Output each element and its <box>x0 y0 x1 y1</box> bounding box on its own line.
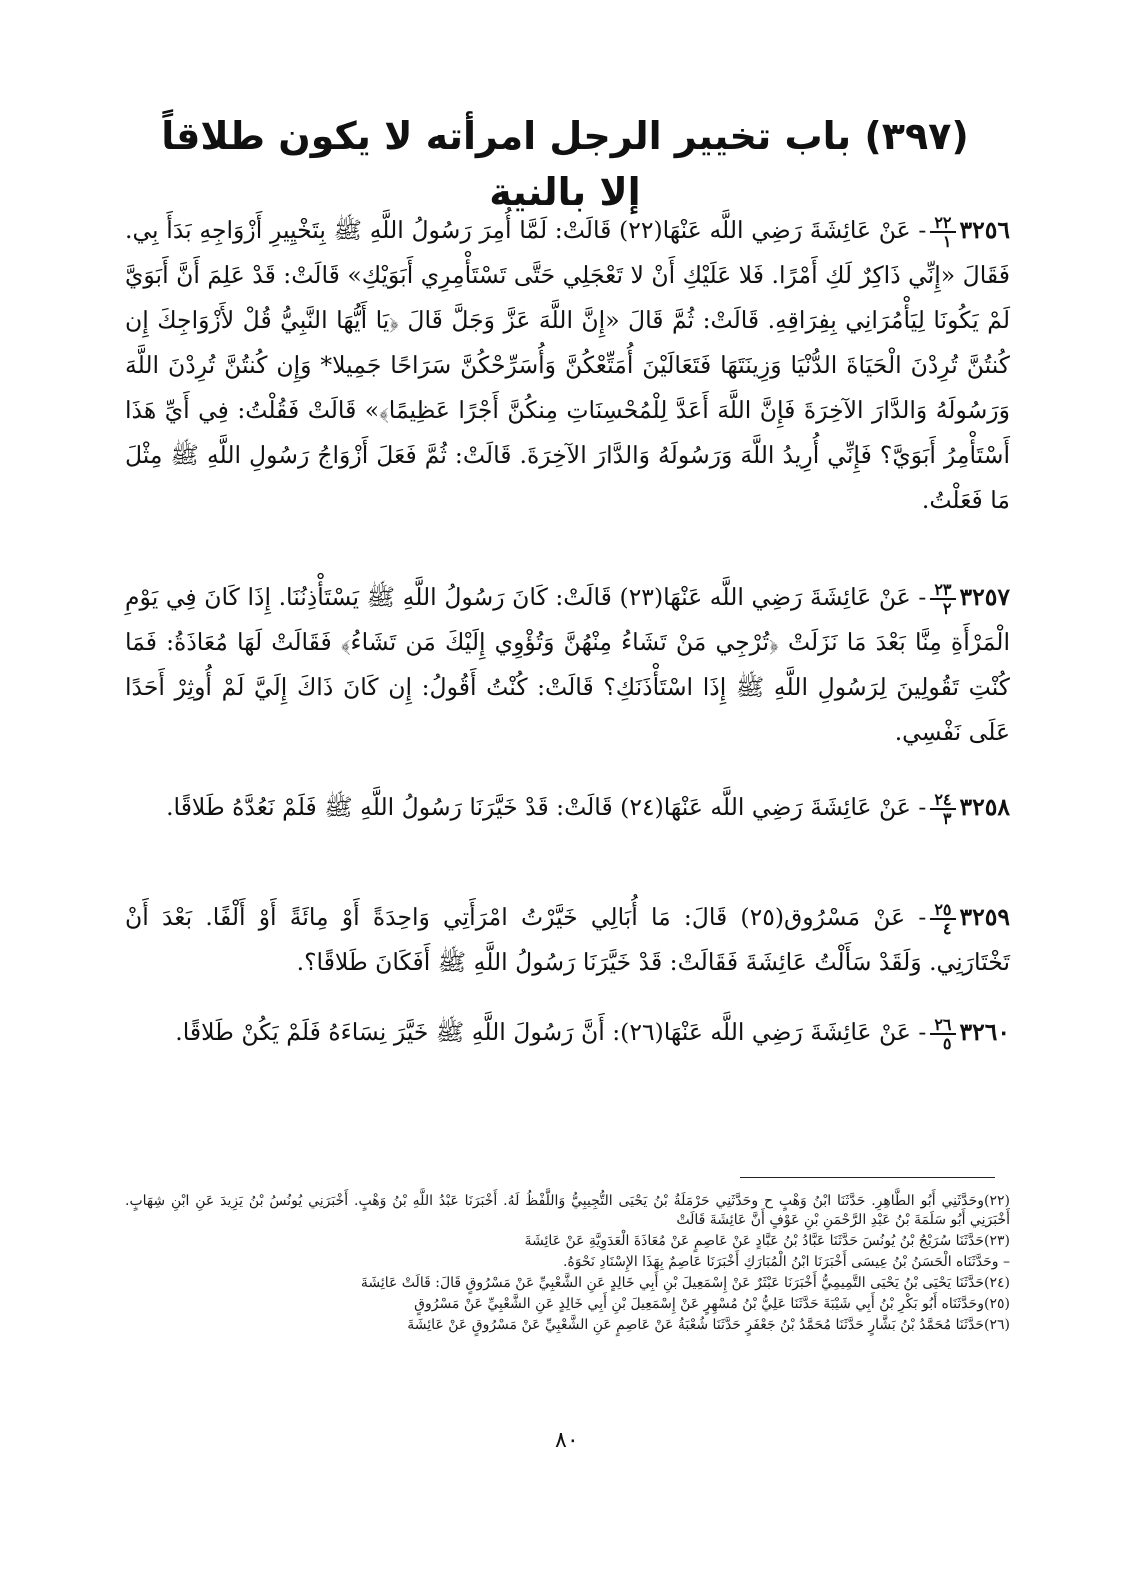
hadith-3259 <box>125 895 1010 985</box>
hadith-number: ٣٢٥٨ <box>959 793 1010 821</box>
footnote-26: (٢٦)حَدَّثَنَا مُحَمَّدُ بْنُ بَشَّارٍ حَدَّثَنَا مُحَمَّدُ بْنُ جَعْفَرٍ حَدَّثَنَا شُعْبَةُ عَنْ عَاصِمٍ عَنِ الشَّعْبِيِّ عَنْ مَسْرُوقٍ عَنْ عَائِشَةَ <box>407 1317 1010 1333</box>
reference-numerator: ٢٤ <box>930 791 955 810</box>
hadith-number: ٣٢٥٧ <box>959 583 1010 611</box>
hadith-3256 <box>125 208 1010 523</box>
reference-denominator: ٣ <box>942 808 952 828</box>
hadith-text: - عَنْ مَسْرُوق(٢٥) قَالَ: مَا أُبَالِي خَيَّرْتُ امْرَأَتِي وَاحِدَةً أَوْ مِائَةً أَوْ أَلْفًا. بَعْدَ أَنْ تَخْتَارَنِي. وَلَقَدْ سَأَلْتُ عَائِشَةَ فَقَالَتْ: قَدْ خَيَّرَنَا رَسُولُ اللَّهِ ﷺ أَفَكَانَ طَلاقًا؟. <box>125 903 1010 976</box>
chapter-title: (٣٩٧) باب تخيير الرجل امرأته لا يكون طلاقاً إلا بالنية <box>161 114 969 214</box>
footnotes <box>125 1192 1010 1337</box>
hadith-reference <box>930 1016 955 1052</box>
hadith-number: ٣٢٥٩ <box>959 903 1010 931</box>
hadith-text: - عَنْ عَائِشَةَ رَضِي اللَّه عَنْهَا(٢٦): أَنَّ رَسُولَ اللَّهِ ﷺ خَيَّرَ نِسَاءَهُ فَلَمْ يَكُنْ طَلاقًا. <box>175 1018 927 1046</box>
hadith-number: ٣٢٥٦ <box>959 216 1011 244</box>
reference-denominator: ٥ <box>942 1033 952 1053</box>
hadith-text: - عَنْ عَائِشَةَ رَضِي اللَّه عَنْهَا(٢٢) قَالَتْ: لَمَّا أُمِرَ رَسُولُ اللَّهِ ﷺ بِتَخْيِيرِ أَزْوَاجِهِ بَدَأَ بِي. فَقَالَ «إِنِّي ذَاكِرٌ لَكِ أَمْرًا. فَلا عَلَيْكِ أَنْ لا تَعْجَلِي حَتَّى تَسْتَأْمِرِي أَبَوَيْكِ» قَالَتْ: قَدْ عَلِمَ أَنَّ أَبَوَيَّ لَمْ يَكُونَا لِيَأْمُرَانِي بِفِرَاقِهِ. قَالَتْ: ثُمَّ قَالَ «إِنَّ اللَّهَ عَزَّ وَجَلَّ قَالَ ﴿يَا أَيُّهَا النَّبِيُّ قُلْ لأَزْوَاجِكَ إِن كُنتُنَّ تُرِدْنَ الْحَيَاةَ الدُّنْيَا وَزِينَتَهَا فَتَعَالَيْنَ أُمَتِّعْكُنَّ وَأُسَرِّحْكُنَّ سَرَاحًا جَمِيلا* وَإِن كُنتُنَّ تُرِدْنَ اللَّهَ وَرَسُولَهُ وَالدَّارَ الآخِرَةَ فَإِنَّ اللَّهَ أَعَدَّ لِلْمُحْسِنَاتِ مِنكُنَّ أَجْرًا عَظِيمًا﴾» قَالَتْ فَقُلْتُ: فِي أَيِّ هَذَا أَسْتَأْمِرُ أَبَوَيَّ؟ فَإِنِّي أُرِيدُ اللَّهَ وَرَسُولَهُ وَالدَّارَ الآخِرَةَ. قَالَتْ: ثُمَّ فَعَلَ أَزْوَاجُ رَسُولِ اللَّهِ ﷺ مِثْلَ مَا فَعَلْتُ. <box>125 216 1010 514</box>
page-number: ٨٠ <box>555 1428 579 1453</box>
hadith-reference <box>930 214 955 250</box>
hadith-text: - عَنْ عَائِشَةَ رَضِي اللَّه عَنْهَا(٢٣) قَالَتْ: كَانَ رَسُولُ اللَّهِ ﷺ يَسْتَأْذِنُنَا. إِذَا كَانَ فِي يَوْمِ الْمَرْأَةِ مِنَّا بَعْدَ مَا نَزَلَتْ ﴿تُرْجِي مَنْ تَشَاءُ مِنْهُنَّ وَتُؤْوِي إِلَيْكَ مَن تَشَاءُ﴾ فَقَالَتْ لَهَا مُعَاذَةُ: فَمَا كُنْتِ تَقُولِينَ لِرَسُولِ اللَّهِ ﷺ إِذَا اسْتَأْذَنَكِ؟ قَالَتْ: كُنْتُ أَقُولُ: إِن كَانَ ذَاكَ إِلَيَّ لَمْ أُوثِرْ أَحَدًا عَلَى نَفْسِي. <box>125 583 1010 746</box>
footnote-25: (٢٥)وحَدَّثَنَاه أَبُو بَكْرِ بْنُ أَبِي شَيْبَةَ حَدَّثَنَا عَلِيُّ بْنُ مُسْهِرٍ عَنْ إِسْمَعِيلَ بْنِ أَبِي خَالِدٍ عَنِ الشَّعْبِيِّ عَنْ مَسْرُوقٍ <box>414 1296 1010 1312</box>
reference-denominator: ١ <box>942 231 952 251</box>
footnote-separator <box>740 1177 995 1178</box>
reference-denominator: ٤ <box>942 918 952 938</box>
hadith-number: ٣٢٦٠ <box>959 1018 1010 1046</box>
hadith-3257 <box>125 575 1010 755</box>
hadith-reference <box>930 901 955 937</box>
hadith-reference <box>930 791 955 827</box>
footnote-24: (٢٤)حَدَّثَنَا يَحْيَى بْنُ يَحْيَى التَّمِيمِيُّ أَخْبَرَنَا عَبْثَرٌ عَنْ إِسْمَعِيلَ بْنِ أَبِي خَالِدٍ عَنِ الشَّعْبِيِّ عَنْ مَسْرُوقٍ قَالَ: قَالَتْ عَائِشَةَ <box>360 1275 1010 1291</box>
footnote-23: (٢٣)حَدَّثَنَا سُرَيْجُ بْنُ يُونُسَ حَدَّثَنَا عَبَّادُ بْنُ عَبَّادٍ عَنْ عَاصِمٍ عَنْ مُعَاذَةَ الْعَدَوِيَّةِ عَنْ عَائِشَةَ <box>524 1233 1010 1249</box>
hadith-3260 <box>125 1010 1010 1055</box>
reference-numerator: ٢٦ <box>930 1016 955 1035</box>
reference-numerator: ٢٣ <box>930 581 955 600</box>
hadith-reference <box>930 581 955 617</box>
hadith-text: - عَنْ عَائِشَةَ رَضِي اللَّه عَنْهَا(٢٤) قَالَتْ: قَدْ خَيَّرَنَا رَسُولُ اللَّهِ ﷺ فَلَمْ نَعُدَّهُ طَلاقًا. <box>166 793 927 821</box>
hadith-3258 <box>125 785 1010 830</box>
reference-numerator: ٢٢ <box>930 214 955 233</box>
reference-numerator: ٢٥ <box>930 901 955 920</box>
reference-denominator: ٢ <box>942 598 952 618</box>
footnote-23-continuation: – وحَدَّثَنَاه الْحَسَنُ بْنُ عِيسَى أَخْبَرَنَا ابْنُ الْمُبَارَكِ أَخْبَرَنَا عَاصِمٌ بِهَذَا الإِسْنَادِ نَحْوَهُ. <box>562 1254 1010 1270</box>
footnote-22: (٢٢)وحَدَّثَنِي أَبُو الطَّاهِرِ. حَدَّثَنَا ابْنُ وَهْبٍ ح وحَدَّثَنِي حَرْمَلَةُ بْنُ يَحْيَى التُّجِيبِيُّ وَاللَّفْظُ لَهُ. أَخْبَرَنَا عَبْدُ اللَّهِ بْنُ وَهْبٍ. أَخْبَرَنِي يُونُسُ بْنُ يَزِيدَ عَنِ ابْنِ شِهَابٍ. أَخْبَرَنِي أَبُو سَلَمَةَ بْنُ عَبْدِ الرَّحْمَنِ بْنِ عَوْفٍ أَنَّ عَائِشَةَ قَالَتْ <box>125 1193 1010 1228</box>
